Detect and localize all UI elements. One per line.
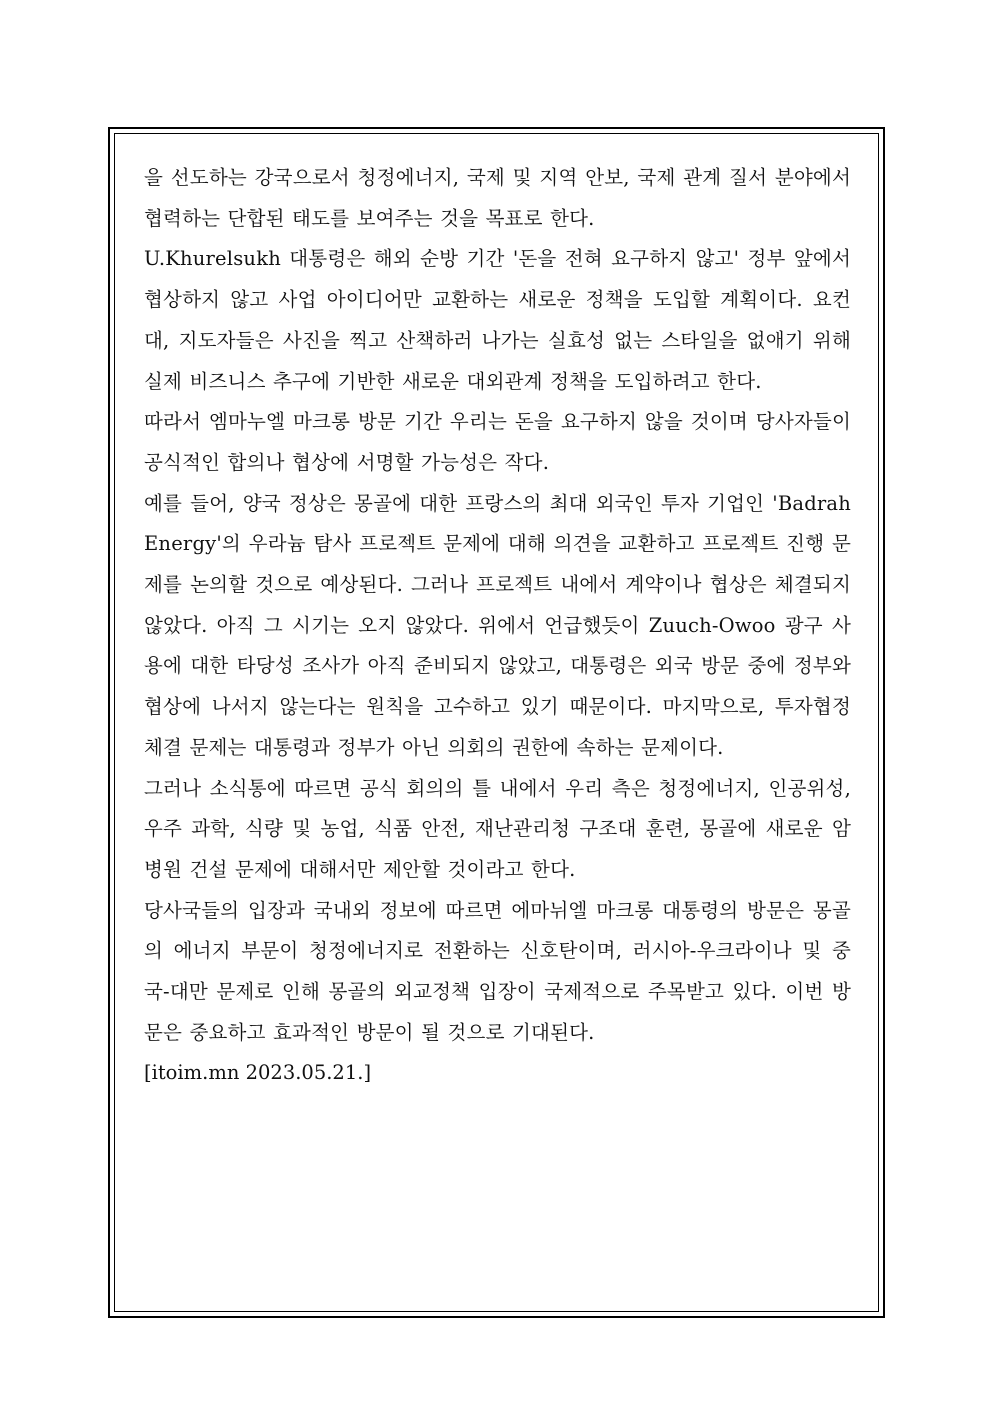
paragraph-president-policy: U.Khurelsukh 대통령은 해외 순방 기간 '돈을 전혀 요구하지 않고' 정부 앞에서 협상하지 않고 사업 아이디어만 교환하는 새로운 정책을 도입할 계획이다. 요컨대, 지도자들은 사진을 찍고 산책하러 나가는 실효성 없는 스타일을 없애기 위해 실제 비즈니스 추구에 기반한 새로운 대외관계 정책을 도입하려고 한다.: [144, 247, 851, 393]
paragraph-continuation: 을 선도하는 강국으로서 청정에너지, 국제 및 지역 안보, 국제 관계 질서 분야에서 협력하는 단합된 태도를 보여주는 것을 목표로 한다.: [144, 166, 851, 230]
paragraph-proposals: 그러나 소식통에 따르면 공식 회의의 틀 내에서 우리 측은 청정에너지, 인공위성, 우주 과학, 식량 및 농업, 식품 안전, 재난관리청 구조대 훈련, 몽골에 새로운 암 병원 건설 문제에 대해서만 제안할 것이라고 한다.: [144, 776, 851, 881]
paragraph-macron-visit: 따라서 엠마누엘 마크롱 방문 기간 우리는 돈을 요구하지 않을 것이며 당사자들이 공식적인 합의나 협상에 서명할 가능성은 작다.: [144, 410, 851, 474]
paragraph-conclusion: 당사국들의 입장과 국내외 정보에 따르면 에마뉘엘 마크롱 대통령의 방문은 몽골의 에너지 부문이 청정에너지로 전환하는 신호탄이며, 러시아-우크라이나 및 중국-대만 문제로 인해 몽골의 외교정책 입장이 국제적으로 주목받고 있다. 이번 방문은 중요하고 효과적인 방문이 될 것으로 기대된다.: [144, 898, 851, 1044]
paragraph-badrah-energy: 예를 들어, 양국 정상은 몽골에 대한 프랑스의 최대 외국인 투자 기업인 'Badrah Energy'의 우라늄 탐사 프로젝트 문제에 대해 의견을 교환하고 프로젝트 진행 문제를 논의할 것으로 예상된다. 그러나 프로젝트 내에서 계약이나 협상은 체결되지 않았다. 아직 그 시기는 오지 않았다. 위에서 언급했듯이 Zuuch-Owoo 광구 사용에 대한 타당성 조사가 아직 준비되지 않았고, 대통령은 외국 방문 중에 정부와 협상에 나서지 않는다는 원칙을 고수하고 있기 때문이다. 마지막으로, 투자협정 체결 문제는 대통령과 정부가 아닌 의회의 권한에 속하는 문제이다.: [144, 491, 851, 759]
source-citation: [itoim.mn 2023.05.21.]: [144, 1061, 372, 1085]
article-body: [144, 158, 851, 1094]
